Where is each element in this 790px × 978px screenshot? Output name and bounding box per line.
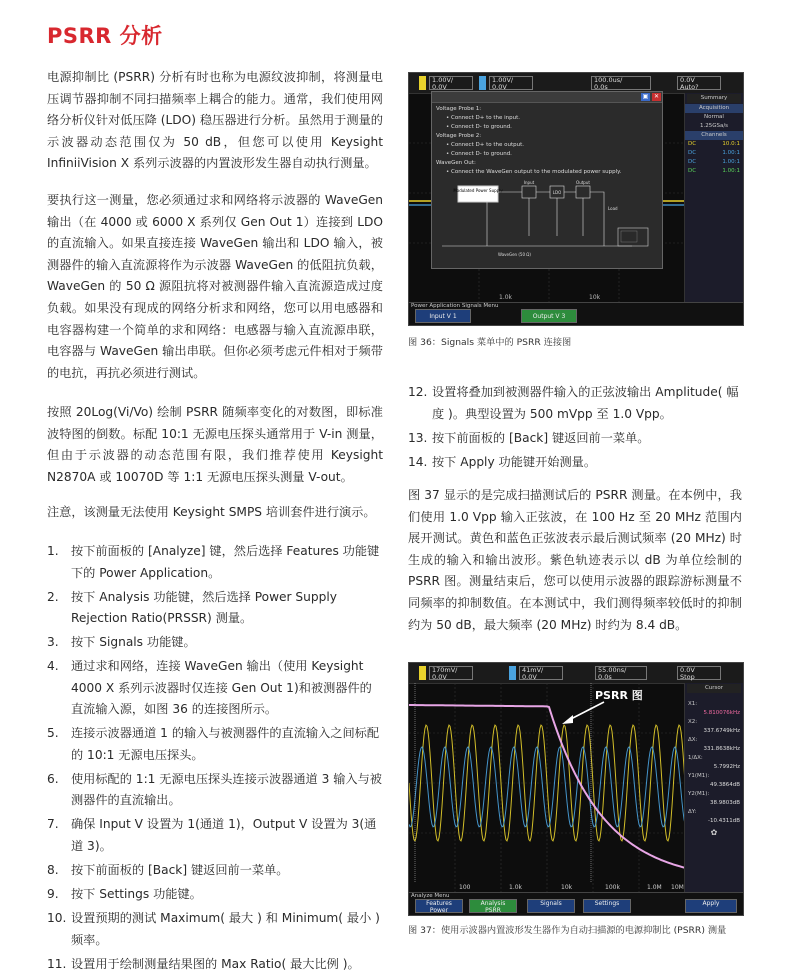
fig36-caption: 图 36：Signals 菜单中的 PSRR 连接图 [408, 337, 572, 348]
step-item [47, 632, 383, 654]
ch3-settings: 1.00V/ 0.0V [489, 76, 533, 90]
step-number: 2. [47, 589, 59, 604]
annotation-arrow [559, 699, 619, 729]
dialog-line: • Connect D+ to the output. [446, 142, 525, 148]
step-item [408, 428, 742, 450]
dialog-line: • Connect the WaveGen output to the modulated power supply. [446, 169, 622, 175]
cursor-row-value: 331.8638kHz [703, 746, 740, 752]
step-item [47, 814, 383, 857]
paragraph-note: 注意，该测量无法使用 Keysight SMPS 培训套件进行演示。 [47, 505, 376, 519]
paragraph-setup: 要执行这一测量，您必须通过求和网络将示波器的 WaveGen 输出（在 4000 或 6000 X 系列仅 Gen Out 1）连接到 LDO 的直流输入。如果直接连接 WaveGen 输出和 LDO 输入，被测器件的输入直流源将作为示波器 WaveGen 的低阻抗负载，WaveGen 的 50 Ω 源阻抗将对被测器件输入直流源造成过度负载。如果没有现成的网络分析求和网络，您可以用电感器和电容器构建一个简单的求和网络：电感器与输入直流源串联，电容器与 WaveGen 输出串联。但你必须考虑元件相对于频带的电抗，再抗必须进行测试。 [47, 193, 383, 380]
step-number: 7. [47, 817, 59, 832]
step-number: 8. [47, 863, 59, 878]
svg-text:LDO: LDO [552, 190, 562, 195]
summary-row: Acquisition [685, 104, 743, 113]
step-number: 3. [47, 635, 59, 650]
summary-row: DC 1.00:1 [688, 159, 740, 165]
step-item [47, 908, 383, 951]
dialog-close-button[interactable]: ✕ [653, 93, 660, 100]
cursor-row-label: ΔY: [688, 809, 697, 815]
step-number: 10. [47, 911, 67, 926]
step-text: 按下 Analysis 功能键，然后选择 Power Supply Rejection Ratio(PRSSR) 测量。 [71, 589, 337, 626]
dialog-line: Voltage Probe 1: [436, 106, 482, 112]
cursor-row-label: ΔX: [688, 737, 698, 743]
timebase-settings: 100.0us/ 0.0s [591, 76, 651, 90]
fig37-freq-label: 100k [605, 884, 620, 891]
step-item [47, 656, 383, 721]
svg-text:Load: Load [608, 206, 618, 211]
paragraph-intro: 电源抑制比 (PSRR) 分析有时也称为电源纹波抑制，将测量电压调节器抑制不同扫描频率上耦合的能力。通常，我们使用网络分析仪针对低压降 (LDO) 稳压器进行分析。虽然用于测量的示波器动态范围仅为 50 dB，但您可以使用 Keysight InfiniiVision X 系列示波器的内置波形发生器自动执行测量。 [47, 70, 383, 171]
step-item [47, 884, 383, 906]
summary-row: DC 1.00:1 [688, 168, 740, 174]
fig37-topbar [409, 663, 743, 684]
ch1-marker [419, 666, 426, 680]
softkey-settings[interactable]: Settings [583, 899, 631, 913]
step-text: 按下前面板的 [Back] 键返回前一菜单。 [432, 430, 650, 445]
dialog-line: • Connect D- to ground. [446, 124, 512, 130]
summary-row: Channels [685, 131, 743, 140]
paragraph-psrr-plot: 按照 20Log(Vi/Vo) 绘制 PSRR 随频率变化的对数图，即标准波特图的倒数。标配 10:1 无源电压探头通常用于 V-in 测量，但由于示波器的动态范围有限，我们推荐使用 Keysight N2870A 或 10070D 等 1:1 无源电压探头测量 V-out。 [47, 405, 383, 484]
ch3-marker [509, 666, 516, 680]
step-number: 13. [408, 430, 428, 445]
trigger-settings: 0.0V Auto? [677, 76, 721, 90]
step-text: 设置用于绘制测量结果图的 Max Ratio( 最大比例 )。 [71, 956, 360, 971]
fig37-scope-screenshot [408, 662, 744, 916]
step-text: 连接示波器通道 1 的输入与被测器件的直流输入之间标配的 10:1 无源电压探头。 [71, 726, 380, 762]
svg-text:Output: Output [576, 180, 590, 185]
step-text: 按下前面板的 [Back] 键返回前一菜单。 [71, 863, 289, 878]
step-text: 设置将叠加到被测器件输入的正弦波输出 Amplitude( 幅度 )。典型设置为 500 mVpp 至 1.0 Vpp。 [432, 385, 739, 421]
softkey-apply[interactable]: Apply [685, 899, 737, 913]
fig37-softkey-bar: Analyze Menu Features Power Analysis PSRR Signals Settings Apply [409, 892, 743, 915]
fig36-summary-panel [684, 93, 743, 325]
dialog-line: Voltage Probe 2: [436, 133, 482, 139]
step-text: 通过求和网络，连接 WaveGen 输出（使用 Keysight 4000 X 系列示波器时仅连接 Gen Out 1)和被测器件的直流输入源，如图 36 的连接图所示。 [71, 659, 372, 717]
trigger-settings: 0.0V Stop [677, 666, 721, 680]
step-text: 按下 Signals 功能键。 [71, 635, 196, 650]
summary-row: 1.25GSa/s [699, 123, 729, 129]
fig36-freq-label: 10k [589, 294, 601, 301]
step-item [408, 382, 742, 425]
step-number: 11. [47, 956, 67, 971]
ch3-marker [479, 76, 486, 90]
fig37-cursor-panel [684, 683, 743, 915]
step-number: 4. [47, 659, 59, 674]
cursor-row-label: 1/ΔX: [688, 755, 703, 761]
step-number: 1. [47, 544, 59, 558]
right-steps-list [408, 382, 742, 476]
step-number: 6. [47, 771, 59, 786]
step-text: 按下前面板的 [Analyze] 键，然后选择 Features 功能键下的 Power Application。 [71, 544, 380, 580]
fig37-freq-label: 100 [459, 884, 471, 891]
psrr-connection-diagram [432, 176, 660, 266]
step-item [408, 452, 742, 474]
dialog-line: WaveGen Out: [436, 160, 476, 166]
fig37-freq-label: 1.0k [509, 884, 523, 891]
softkey-signals[interactable]: Signals [527, 899, 575, 913]
psrr-annotation-label: PSRR 图 [595, 689, 643, 702]
cursor-row-label: X1: [688, 701, 698, 707]
step-number: 14. [408, 454, 428, 469]
step-text: 按下 Settings 功能键。 [71, 887, 202, 902]
summary-title: Summary [687, 94, 741, 103]
cursor-row-value: 337.6749kHz [703, 728, 740, 734]
page-title: PSRR 分析 [47, 24, 163, 48]
ch1-settings: 1.00V/ 0.0V [429, 76, 473, 90]
cursor-row-label: X2: [688, 719, 698, 725]
cursor-row-value: -10.4311dB [708, 818, 740, 824]
summary-row: Normal [704, 114, 724, 120]
svg-text:Modulated Power Supply: Modulated Power Supply [453, 188, 503, 193]
dialog-line: • Connect D- to ground. [446, 151, 512, 157]
dialog-line: • Connect D+ to the input. [446, 115, 521, 121]
step-text: 使用标配的 1:1 无源电压探头连接示波器通道 3 输入与被测器件的直流输出。 [71, 771, 382, 808]
step-item [47, 860, 383, 882]
fig36-scope-screenshot [408, 72, 744, 326]
gear-icon[interactable]: ✿ [710, 828, 718, 837]
step-text: 设置预期的测试 Maximum( 最大 ) 和 Minimum( 最小 ) 频率。 [71, 911, 380, 947]
softkey-analysis[interactable]: Analysis PSRR [469, 899, 517, 913]
timebase-settings: 55.00ns/ 0.0s [595, 666, 647, 680]
step-item [47, 541, 383, 584]
summary-row: DC 1.00:1 [688, 150, 740, 156]
step-text: 按下 Apply 功能键开始测量。 [432, 454, 597, 469]
cursor-row-label: Y1(M1): [688, 773, 710, 779]
summary-row: DC 10.0:1 [688, 141, 740, 147]
softkey-features[interactable]: Features Power [415, 899, 463, 913]
cursor-row-value: 49.3864dB [709, 782, 740, 788]
fig37-freq-label: 10k [561, 884, 573, 891]
softkey-output-v[interactable]: Output V 3 [521, 309, 577, 323]
step-number: 12. [408, 385, 428, 399]
paragraph-fig37-explanation: 图 37 显示的是完成扫描测试后的 PSRR 测量。在本例中，我们使用 1.0 Vpp 输入正弦波，在 100 Hz 至 20 MHz 范围内展开测试。黄色和蓝色正弦波表示最后测试频率 (20 MHz) 时生成的输入和输出波形。紫色轨迹表示以 dB 为单位绘制的 PSRR 图。测量结束后，您可以使用示波器的跟踪游标测量不同频率的抑制数值。在本测试中，我们测得频率较低时的抑制约为 50 dB，最大频率 (20 MHz) 时约为 8.4 dB。 [408, 488, 742, 632]
fig37-waveform-area [409, 683, 685, 893]
step-text: 确保 Input V 设置为 1(通道 1)，Output V 设置为 3(通道 3)。 [71, 817, 377, 854]
ch1-settings: 170mV/ 0.0V [429, 666, 473, 680]
step-item [47, 723, 383, 766]
fig37-caption: 图 37：使用示波器内置波形发生器作为自动扫描源的电源抑制比 (PSRR) 测量 [408, 925, 727, 936]
softkey-input-v[interactable]: Input V 1 [415, 309, 471, 323]
fig37-freq-label: 10M [671, 884, 684, 891]
fig36-freq-label: 1.0k [499, 294, 513, 301]
signals-help-dialog [431, 91, 663, 269]
step-item [47, 587, 383, 630]
dialog-pin-button[interactable]: ▣ [642, 93, 649, 100]
svg-text:WaveGen (50 Ω): WaveGen (50 Ω) [498, 252, 531, 257]
step-number: 9. [47, 887, 59, 902]
cursor-row-label: Y2(M1): [688, 791, 710, 797]
step-item [47, 769, 383, 812]
svg-text:Input: Input [523, 180, 535, 185]
ch1-marker [419, 76, 426, 90]
cursor-row-value: 5.7992Hz [713, 764, 740, 770]
fig37-freq-label: 1.0M [647, 884, 662, 891]
cursor-row-value: 5.810076kHz [703, 710, 740, 716]
left-steps-list [47, 541, 383, 978]
step-item [47, 954, 383, 976]
step-number: 5. [47, 726, 59, 741]
fig36-softkey-bar: Power Application Signals Menu Input V 1 Output V 3 [409, 302, 743, 325]
cursor-row-value: 38.9803dB [709, 800, 740, 806]
ch3-settings: 41mV/ 0.0V [519, 666, 563, 680]
cursor-panel-title: Cursor [687, 684, 741, 693]
